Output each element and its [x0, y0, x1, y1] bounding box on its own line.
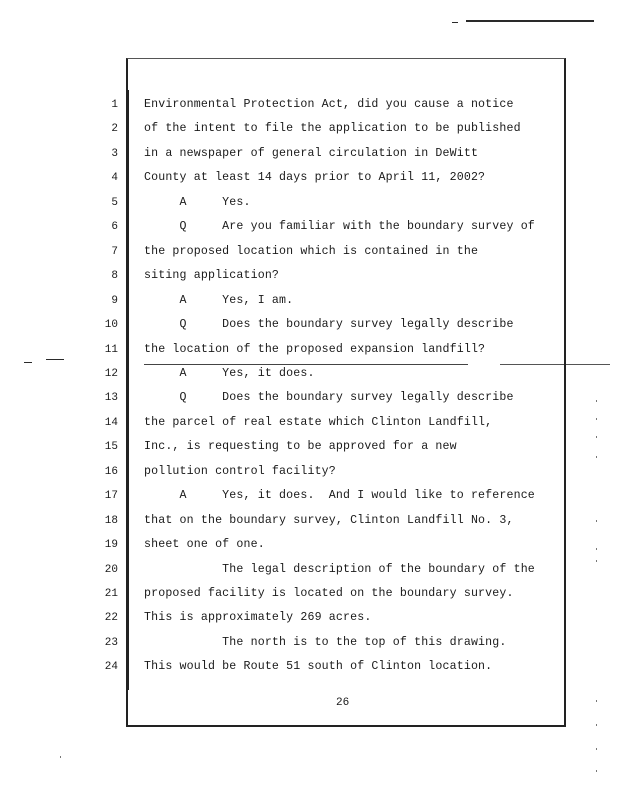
scan-speck [60, 756, 61, 758]
transcript-line: in a newspaper of general circulation in DeWitt [144, 146, 479, 160]
transcript-line: Q Does the boundary survey legally describe [144, 318, 514, 332]
transcript-line: The north is to the top of this drawing. [144, 635, 507, 649]
line-number: 17 [104, 490, 118, 503]
line-number: 9 [111, 294, 118, 307]
line-number: 20 [104, 563, 118, 576]
scan-speck [596, 748, 597, 750]
line-number: 5 [111, 196, 118, 209]
line-number: 10 [104, 319, 118, 332]
scan-artifact-top-dash [452, 22, 458, 23]
line-number: 15 [104, 441, 118, 454]
line-number: 24 [104, 661, 118, 674]
scan-speck [596, 560, 597, 562]
line-number: 16 [104, 465, 118, 478]
scan-speck [596, 770, 597, 772]
scan-speck [596, 436, 597, 438]
line-number: 19 [104, 539, 118, 552]
scan-speck [596, 700, 597, 702]
line-number: 22 [104, 612, 118, 625]
transcript-line: A Yes, I am. [144, 293, 294, 307]
line-number: 12 [104, 367, 118, 380]
transcript-line: the location of the proposed expansion landfill? [144, 342, 486, 356]
line-number: 23 [104, 636, 118, 649]
page-number: 26 [336, 697, 350, 709]
scan-artifact-top-rule [466, 20, 594, 22]
line-number: 8 [111, 270, 118, 283]
line-number: 2 [111, 123, 118, 136]
transcript-margin-line [128, 90, 129, 690]
scan-speck [596, 520, 597, 522]
line-number: 21 [104, 588, 118, 600]
transcript-line: A Yes, it does. [144, 366, 315, 380]
transcript-line: County at least 14 days prior to April 11, 2002? [144, 171, 486, 185]
line-number: 18 [104, 514, 118, 527]
transcript-line: of the intent to file the application to be published [144, 122, 521, 136]
transcript-line: Q Does the boundary survey legally describe [144, 391, 514, 405]
transcript-line: Environmental Protection Act, did you cause a notice [144, 98, 514, 111]
transcript-line: A Yes, it does. And I would like to reference [144, 489, 535, 503]
transcript-line: pollution control facility? [144, 464, 336, 478]
scan-speck [596, 456, 597, 458]
line-number: 1 [111, 99, 118, 111]
line-number: 6 [111, 221, 118, 234]
scan-artifact-left-dash [46, 359, 64, 360]
transcript-line: siting application? [144, 269, 280, 283]
transcript-line: Q Are you familiar with the boundary survey of [144, 220, 535, 234]
transcript-line: that on the boundary survey, Clinton Landfill No. 3, [144, 513, 514, 527]
line-number: 13 [104, 392, 118, 405]
transcript-line: This is approximately 269 acres. [144, 611, 372, 625]
line-number: 4 [111, 172, 118, 185]
transcript-line: sheet one of one. [144, 538, 265, 552]
transcript-line: the proposed location which is contained in the [144, 244, 479, 258]
transcript-line: This would be Route 51 south of Clinton location. [144, 660, 493, 674]
transcript-line: A Yes. [144, 195, 251, 209]
transcript-line: Inc., is requesting to be approved for a new [144, 440, 457, 454]
scan-speck [596, 418, 597, 420]
scan-speck [596, 548, 597, 550]
scan-speck [596, 400, 597, 402]
line-number: 7 [111, 245, 118, 258]
transcript-line: The legal description of the boundary of the [144, 562, 535, 576]
line-number: 3 [111, 147, 118, 160]
transcript-line: the parcel of real estate which Clinton Landfill, [144, 415, 493, 429]
line-number: 11 [104, 343, 118, 356]
transcript-line: proposed facility is located on the boundary survey. [144, 587, 514, 600]
scan-artifact-left-dash-2 [24, 362, 32, 363]
line-number: 14 [104, 416, 118, 429]
scan-speck [596, 724, 597, 726]
